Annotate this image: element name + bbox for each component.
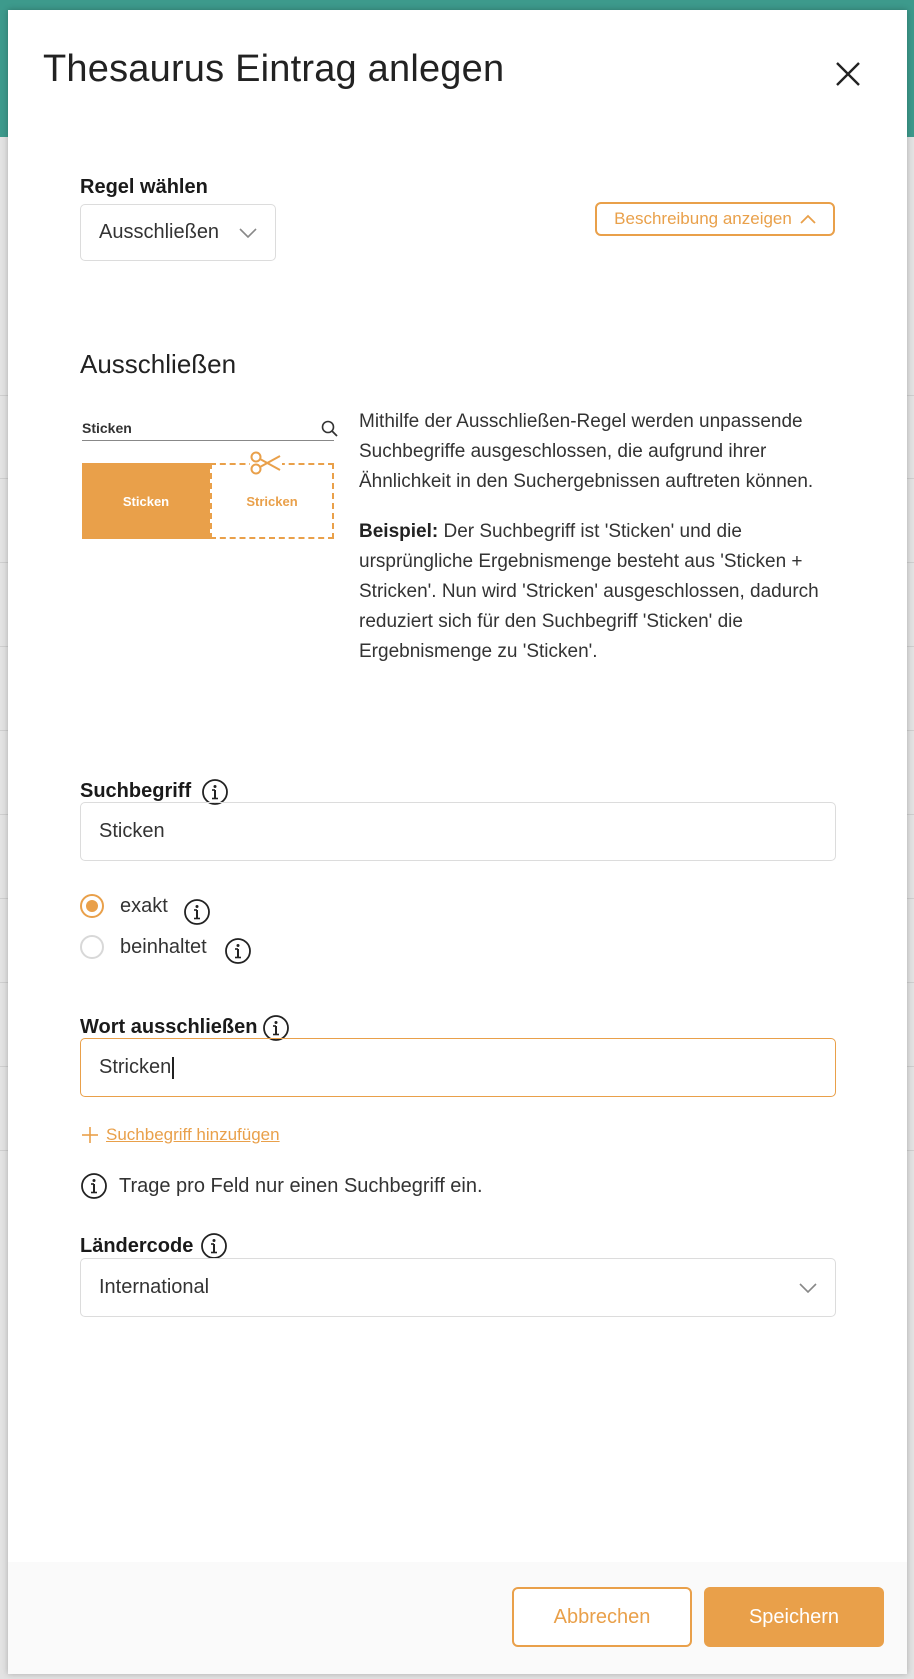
info-icon[interactable]	[200, 1232, 228, 1260]
radio-contains[interactable]	[80, 935, 104, 959]
rule-illustration	[80, 410, 340, 545]
search-icon	[321, 420, 339, 438]
show-description-label: Beschreibung anzeigen	[614, 209, 792, 228]
country-code-value: International	[99, 1276, 210, 1298]
cancel-button[interactable]: Abbrechen	[512, 1587, 692, 1647]
hint-text: Trage pro Feld nur einen Suchbegriff ein.	[119, 1174, 483, 1197]
radio-exact-label: exakt	[120, 894, 168, 917]
illustration-excluded-term: Stricken	[210, 463, 334, 539]
rule-label: Regel wählen	[80, 176, 208, 198]
thesaurus-dialog	[8, 10, 907, 1674]
hint-message	[80, 1172, 483, 1200]
scissors-icon	[250, 450, 282, 476]
illustration-search-text: Sticken	[82, 420, 132, 436]
search-term-label: Suchbegriff	[80, 780, 192, 802]
plus-icon	[80, 1125, 100, 1145]
save-button[interactable]: Speichern	[704, 1587, 884, 1647]
rule-description-text	[359, 407, 839, 687]
rule-description-paragraph: Mithilfe der Ausschließen-Regel werden unpassende Suchbegriffe ausgeschlossen, die aufgrund ihrer Ähnlichkeit in den Suchergebnissen auftreten können.	[359, 411, 814, 492]
country-code-label: Ländercode	[80, 1235, 194, 1257]
add-search-term-link[interactable]	[80, 1125, 280, 1145]
chevron-down-icon	[239, 228, 257, 238]
info-icon	[80, 1172, 108, 1200]
rule-example	[359, 517, 839, 667]
rule-example-label: Beispiel:	[359, 521, 439, 542]
radio-exact[interactable]	[80, 894, 104, 918]
exclude-word-input[interactable]	[80, 1038, 836, 1097]
add-search-term-label: Suchbegriff hinzufügen	[106, 1125, 280, 1144]
dialog-title: Thesaurus Eintrag anlegen	[43, 48, 505, 90]
chevron-down-icon	[799, 1283, 817, 1293]
match-mode-exact[interactable]	[80, 894, 168, 918]
info-icon[interactable]	[224, 937, 252, 965]
illustration-kept-term: Sticken	[82, 463, 210, 539]
chevron-up-icon	[800, 214, 816, 224]
exclude-word-value: Stricken	[99, 1056, 172, 1078]
rule-select[interactable]	[80, 204, 276, 261]
illustration-search-underline	[82, 440, 334, 441]
rule-description-heading: Ausschließen	[80, 349, 237, 379]
rule-example-text: Der Suchbegriff ist 'Sticken' und die ursprüngliche Ergebnismenge besteht aus 'Sticken + Stricken'. Nun wird 'Stricken' ausgeschlossen, dadurch reduziert sich für den Suchbegriff 'Sticken' die Ergebnismenge zu 'Sticken'.	[359, 521, 819, 662]
rule-select-value: Ausschließen	[99, 221, 220, 243]
show-description-button[interactable]	[595, 202, 835, 236]
search-term-input[interactable]	[80, 802, 836, 861]
text-caret	[172, 1057, 174, 1079]
match-mode-contains[interactable]	[80, 935, 207, 959]
info-icon[interactable]	[183, 898, 211, 926]
radio-contains-label: beinhaltet	[120, 935, 207, 958]
country-code-select[interactable]	[80, 1258, 836, 1317]
exclude-word-label: Wort ausschließen	[80, 1016, 258, 1038]
close-icon[interactable]	[830, 56, 866, 92]
search-term-value: Sticken	[99, 820, 165, 842]
